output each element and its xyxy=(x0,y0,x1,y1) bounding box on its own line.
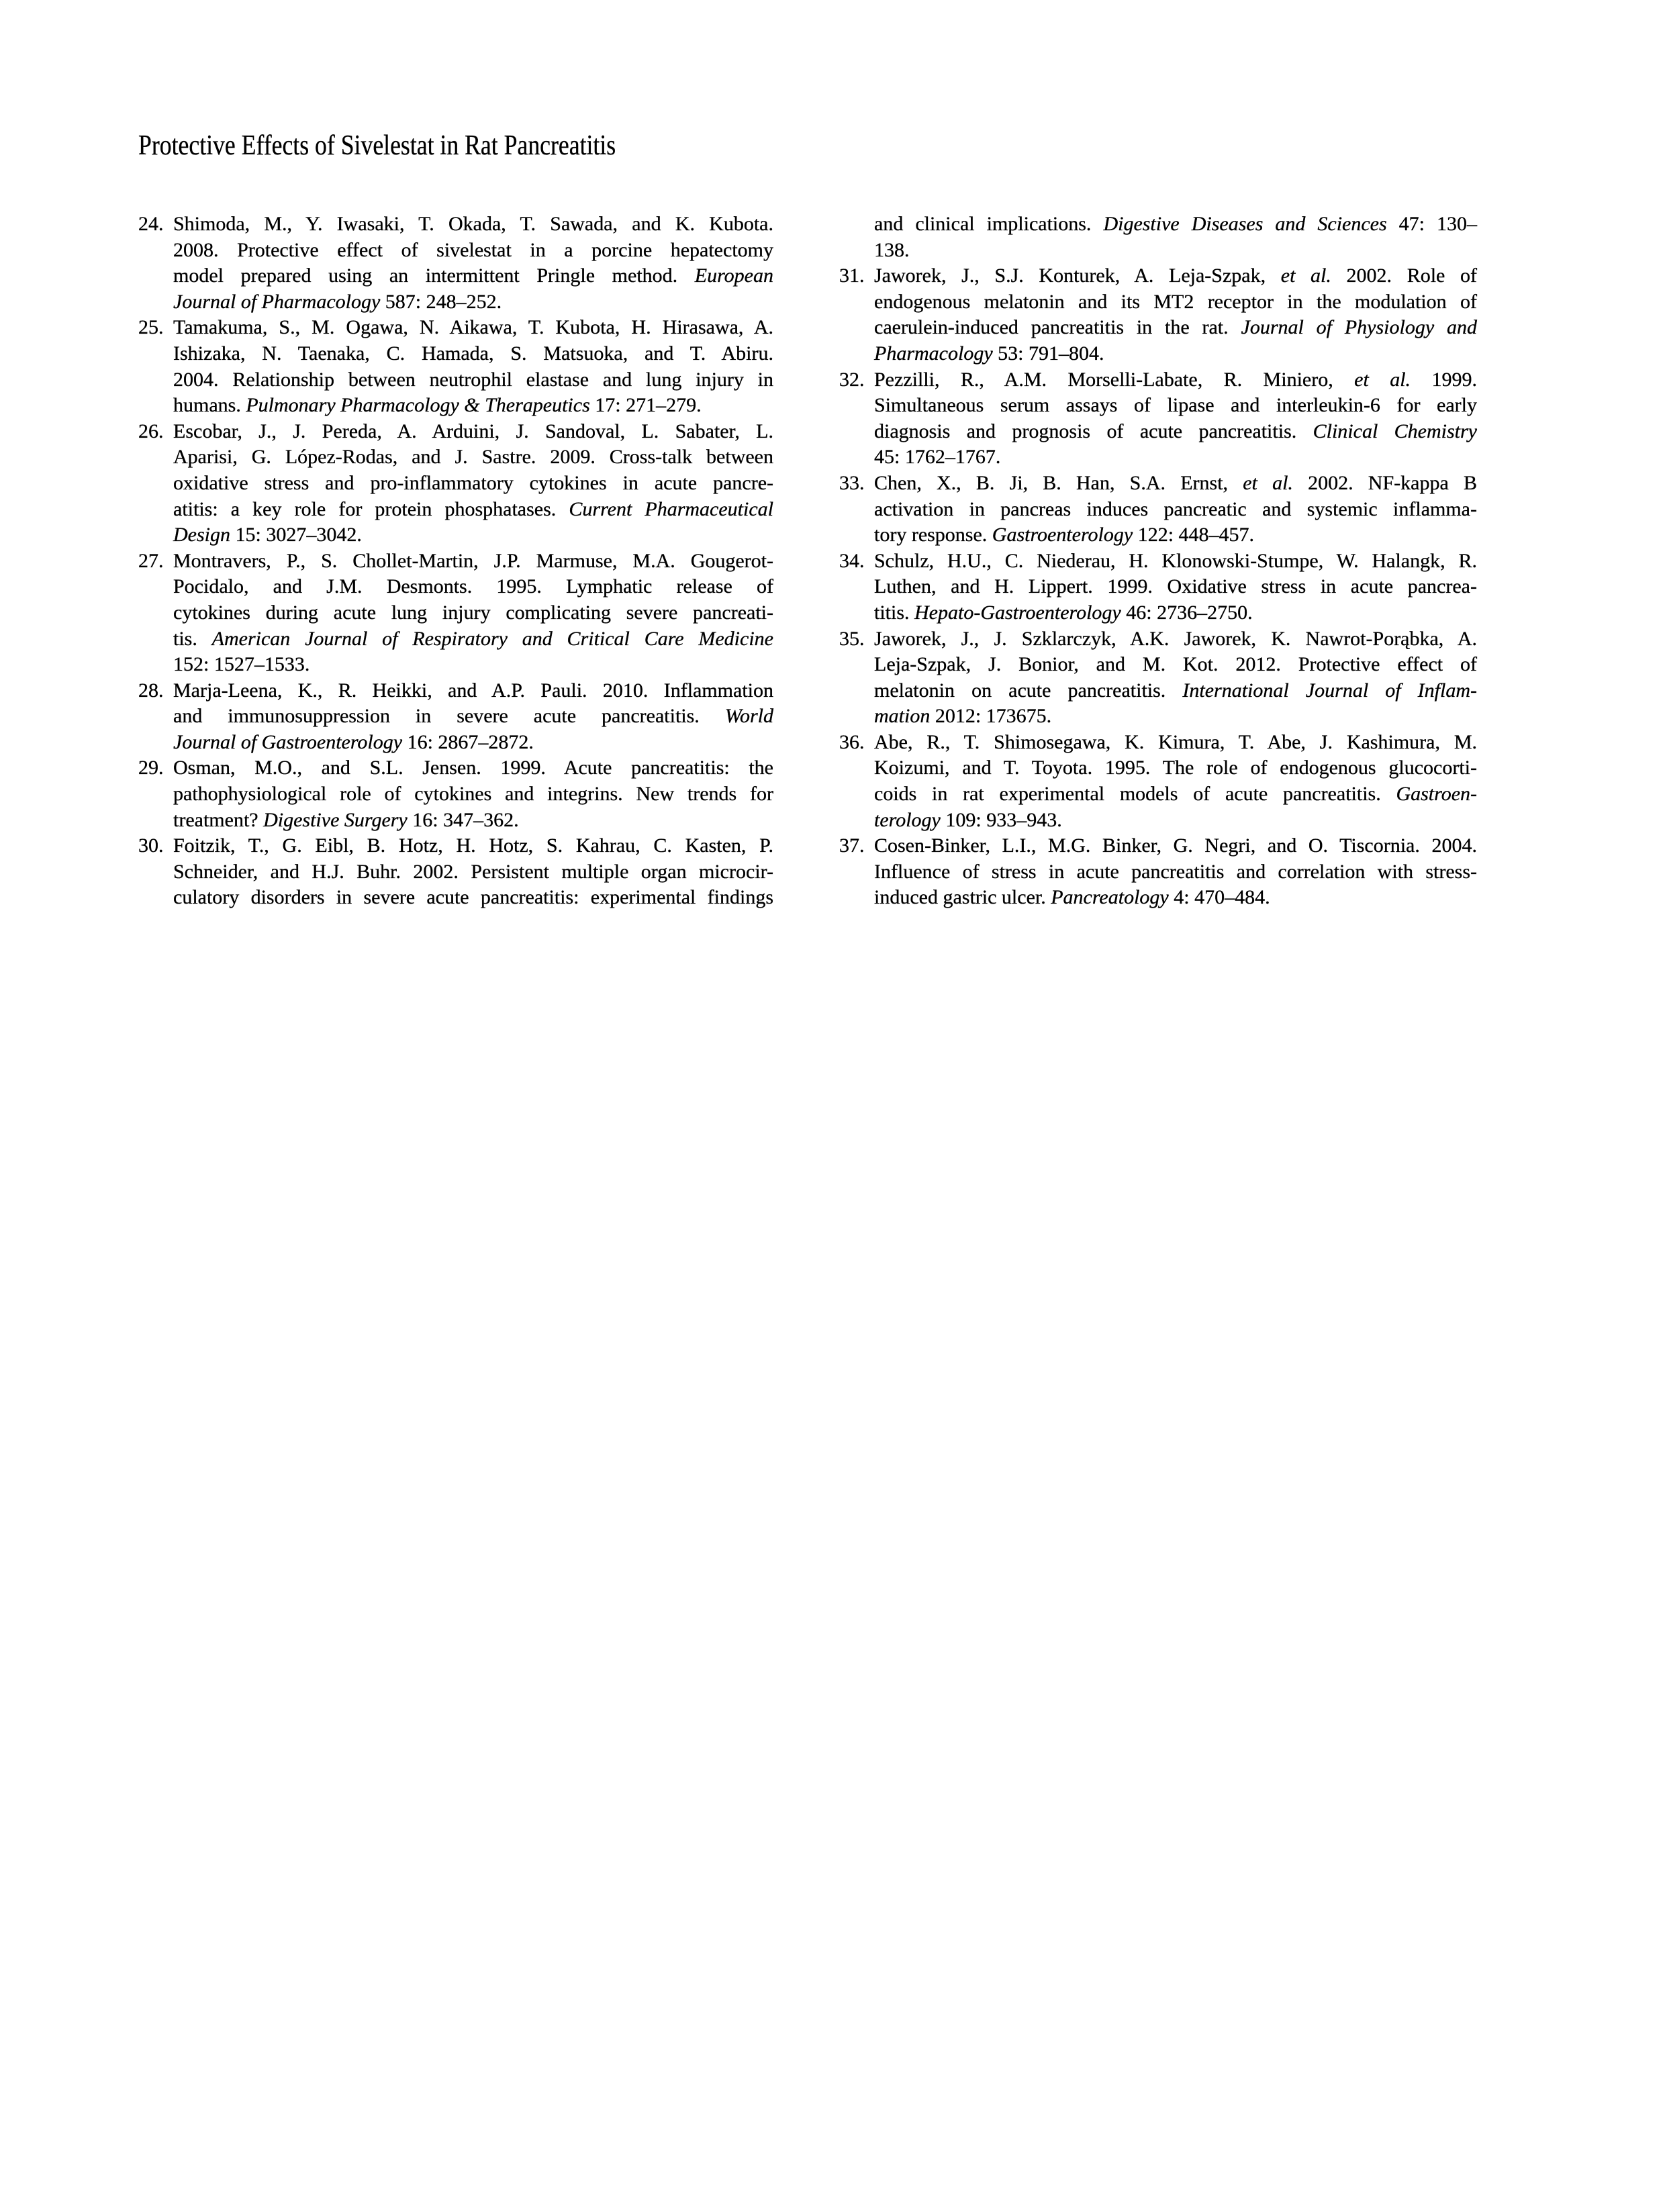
reference-text-italic: Pulmonary Pharmacology & Therapeutics xyxy=(246,394,590,417)
reference-number: 31. xyxy=(839,265,865,287)
reference-text: cytokines during acute lung injury complicating severe pancreati- xyxy=(173,601,773,624)
reference-text: 587: 248–252. xyxy=(380,290,502,313)
reference-line-content xyxy=(173,886,773,908)
reference-line-content xyxy=(874,316,1477,338)
reference-item xyxy=(138,833,773,911)
reference-line-content xyxy=(138,213,773,235)
reference-text: 2004. Relationship between neutrophil elastase and lung injury in xyxy=(173,368,773,391)
reference-text-italic: Pharmacology xyxy=(874,342,993,365)
reference-text: activation in pancreas induces pancreatic and systemic inflamma- xyxy=(874,497,1477,520)
reference-line-content xyxy=(839,834,1477,857)
reference-line xyxy=(874,341,1477,367)
reference-text: Influence of stress in acute pancreatitis and correlation with stress- xyxy=(874,860,1477,883)
reference-line-content xyxy=(874,446,1000,468)
reference-text-italic: World xyxy=(724,705,773,728)
reference-item xyxy=(839,548,1477,626)
reference-line xyxy=(173,859,773,885)
reference-text: Tamakuma, S., M. Ogawa, N. Aikawa, T. Kubota, H. Hirasawa, A. xyxy=(173,316,773,339)
reference-line xyxy=(874,859,1477,885)
reference-text-italic: mation xyxy=(874,705,931,728)
reference-line xyxy=(173,781,773,808)
reference-text: Schulz, H.U., C. Niederau, H. Klonowski-Stumpe, W. Halangk, R. xyxy=(874,549,1477,572)
reference-number: 26. xyxy=(138,420,164,442)
reference-line xyxy=(138,548,773,575)
reference-line-content xyxy=(173,705,773,727)
reference-line xyxy=(173,263,773,289)
reference-text-italic: et al. xyxy=(1354,368,1411,391)
reference-line-content xyxy=(173,653,310,675)
reference-text: Jaworek, J., J. Szklarczyk, A.K. Jaworek, K. Nawrot-Porąbka, A. xyxy=(874,627,1477,650)
reference-text: 2002. Role of xyxy=(1331,265,1477,287)
reference-text: oxidative stress and pro-inflammatory cytokines in acute pancre- xyxy=(173,471,773,494)
reference-line-content xyxy=(874,213,1477,235)
reference-text-italic: Digestive Surgery xyxy=(263,808,408,831)
reference-line-content xyxy=(874,575,1477,597)
reference-line xyxy=(874,419,1477,445)
reference-text: 16: 347–362. xyxy=(407,808,519,831)
reference-text: Leja-Szpak, J. Bonior, and M. Kot. 2012. Protective effect of xyxy=(874,653,1477,676)
reference-text: Abe, R., T. Shimosegawa, K. Kimura, T. Abe, J. Kashimura, M. xyxy=(874,730,1477,753)
reference-text: 15: 3027–3042. xyxy=(230,524,362,546)
reference-line-content xyxy=(173,731,534,753)
reference-line xyxy=(173,497,773,523)
reference-line xyxy=(874,885,1477,911)
reference-line xyxy=(173,885,773,911)
reference-line-content xyxy=(138,549,773,572)
reference-text: treatment? xyxy=(173,808,264,831)
reference-number: 28. xyxy=(138,679,164,702)
reference-text-italic: Journal of Gastroenterology xyxy=(173,730,403,753)
reference-text: tis. xyxy=(173,627,212,650)
reference-line-content xyxy=(173,239,773,261)
reference-line-content xyxy=(138,757,773,779)
reference-line-content xyxy=(874,602,1253,624)
reference-line xyxy=(839,730,1477,756)
reference-line xyxy=(874,704,1477,730)
reference-text: culatory disorders in severe acute pancreatitis: experimental findings xyxy=(173,886,773,909)
reference-text-italic: Pancreatology xyxy=(1051,886,1169,909)
reference-text: 16: 2867–2872. xyxy=(402,730,534,753)
reference-line xyxy=(173,522,773,548)
reference-number: 27. xyxy=(138,549,164,572)
reference-line-content xyxy=(839,549,1477,572)
reference-line-content xyxy=(138,834,773,857)
reference-line xyxy=(173,341,773,367)
reference-line xyxy=(839,471,1477,497)
reference-item xyxy=(839,263,1477,367)
reference-text: 17: 271–279. xyxy=(589,394,702,417)
reference-text: 138. xyxy=(874,238,910,261)
reference-text: tory response. xyxy=(874,524,992,546)
reference-text: Jaworek, J., S.J. Konturek, A. Leja-Szpak, xyxy=(874,265,1281,287)
reference-line-content xyxy=(874,653,1477,675)
reference-line xyxy=(839,263,1477,289)
reference-line-content xyxy=(874,809,1062,831)
reference-line xyxy=(874,289,1477,316)
reference-text: Ishizaka, N. Taenaka, C. Hamada, S. Matsuoka, and T. Abiru. xyxy=(173,342,773,365)
reference-line xyxy=(138,211,773,238)
reference-text-italic: Gastroenterology xyxy=(992,524,1133,546)
reference-line-content xyxy=(173,446,773,468)
reference-line-content xyxy=(173,265,773,287)
reference-line xyxy=(839,367,1477,393)
reference-item xyxy=(839,211,1477,263)
reference-text: Schneider, and H.J. Buhr. 2002. Persistent multiple organ microcir- xyxy=(173,860,773,883)
reference-line xyxy=(839,626,1477,653)
reference-text-italic: Hepato-Gastroenterology xyxy=(914,601,1121,624)
reference-line xyxy=(173,704,773,730)
reference-line-content xyxy=(839,730,1477,753)
reference-item xyxy=(138,678,773,756)
reference-item xyxy=(839,730,1477,833)
reference-text: 152: 1527–1533. xyxy=(173,653,310,676)
reference-number: 24. xyxy=(138,213,164,235)
reference-item xyxy=(138,211,773,315)
reference-line xyxy=(874,600,1477,626)
reference-line xyxy=(138,833,773,859)
reference-text-italic: Journal of Pharmacology xyxy=(173,290,381,313)
reference-line-content xyxy=(173,602,773,624)
reference-text: 1999. xyxy=(1411,368,1477,391)
reference-line xyxy=(874,678,1477,704)
reference-line-content xyxy=(173,861,773,883)
reference-text: Montravers, P., S. Chollet-Martin, J.P. Marmuse, M.A. Gougerot- xyxy=(173,549,773,572)
reference-item xyxy=(839,367,1477,471)
reference-line-content xyxy=(173,472,773,494)
reference-line xyxy=(874,808,1477,834)
reference-line-content xyxy=(138,679,773,702)
reference-text: Simultaneous serum assays of lipase and interleukin-6 for early xyxy=(874,394,1477,417)
reference-line-content xyxy=(874,420,1477,442)
reference-text: titis. xyxy=(874,601,915,624)
reference-item xyxy=(138,419,773,548)
reference-item xyxy=(839,626,1477,730)
reference-number: 30. xyxy=(138,834,164,857)
reference-line xyxy=(874,444,1477,471)
reference-text: Foitzik, T., G. Eibl, B. Hotz, H. Hotz, S. Kahrau, C. Kasten, P. xyxy=(173,834,773,857)
reference-line-content xyxy=(173,291,502,313)
reference-line-content xyxy=(173,369,773,391)
reference-line xyxy=(138,419,773,445)
reference-text-italic: Clinical Chemistry xyxy=(1313,420,1477,442)
reference-line xyxy=(138,755,773,781)
reference-line xyxy=(173,289,773,316)
reference-text: coids in rat experimental models of acute pancreatitis. xyxy=(874,783,1396,806)
reference-line-content xyxy=(874,239,910,261)
reference-line xyxy=(173,600,773,626)
reference-text: humans. xyxy=(173,394,246,417)
reference-line xyxy=(874,652,1477,678)
reference-line-content xyxy=(173,342,773,365)
reference-text: pathophysiological role of cytokines and integrins. New trends for xyxy=(173,783,773,806)
reference-text-italic: Current Pharmaceutical xyxy=(569,497,774,520)
reference-line-content xyxy=(173,394,702,416)
reference-item xyxy=(839,833,1477,911)
reference-line xyxy=(874,497,1477,523)
reference-number: 35. xyxy=(839,627,865,650)
reference-text: 2002. NF-kappa B xyxy=(1292,471,1477,494)
reference-text: Luthen, and H. Lippert. 1999. Oxidative stress in acute pancrea- xyxy=(874,575,1477,598)
reference-text: caerulein-induced pancreatitis in the rat. xyxy=(874,316,1241,339)
reference-line-content xyxy=(173,628,773,650)
reference-line-content xyxy=(839,265,1477,287)
reference-text-italic: International Journal of Inflam- xyxy=(1182,679,1477,702)
reference-text: Escobar, J., J. Pereda, A. Arduini, J. Sandoval, L. Sabater, L. xyxy=(173,420,773,442)
reference-line-content xyxy=(874,291,1477,313)
reference-text-italic: Design xyxy=(173,524,230,546)
reference-line xyxy=(138,315,773,341)
reference-text-italic: et al. xyxy=(1280,265,1331,287)
reference-line xyxy=(173,652,773,678)
reference-line-content xyxy=(138,420,773,442)
reference-line xyxy=(173,471,773,497)
reference-text: 122: 448–457. xyxy=(1133,524,1255,546)
reference-text-italic: Journal of Physiology and xyxy=(1241,316,1477,339)
reference-line-content xyxy=(839,627,1477,650)
reference-line xyxy=(874,393,1477,419)
reference-text: Marja-Leena, K., R. Heikki, and A.P. Pauli. 2010. Inflammation xyxy=(173,679,773,702)
reference-text: induced gastric ulcer. xyxy=(874,886,1051,909)
reference-text-italic: Gastroen- xyxy=(1396,783,1477,806)
reference-text: 45: 1762–1767. xyxy=(874,446,1001,469)
reference-text: 2008. Protective effect of sivelestat in a porcine hepatectomy xyxy=(173,238,773,261)
references-column-left xyxy=(138,211,773,911)
reference-line xyxy=(173,444,773,471)
reference-text-italic: Digestive Diseases and Sciences xyxy=(1103,213,1387,235)
reference-line-content xyxy=(839,471,1477,494)
reference-line xyxy=(173,808,773,834)
reference-text: Pezzilli, R., A.M. Morselli-Labate, R. Miniero, xyxy=(874,368,1355,391)
reference-number: 29. xyxy=(138,757,164,779)
reference-item xyxy=(138,755,773,833)
reference-text: model prepared using an intermittent Pringle method. xyxy=(173,265,695,287)
reference-text-italic: European xyxy=(694,265,773,287)
running-head-title: Protective Effects of Sivelestat in Rat Pancreatitis xyxy=(138,130,616,161)
reference-line-content xyxy=(874,342,1104,365)
reference-text: 4: 470–484. xyxy=(1168,886,1270,909)
reference-line xyxy=(874,522,1477,548)
reference-number: 33. xyxy=(839,471,865,494)
reference-line-content xyxy=(874,783,1477,805)
reference-line xyxy=(173,367,773,393)
reference-line xyxy=(874,238,1477,264)
reference-item xyxy=(839,471,1477,548)
references-column-right xyxy=(839,211,1477,911)
reference-item xyxy=(138,315,773,418)
reference-text: Osman, M.O., and S.L. Jensen. 1999. Acute pancreatitis: the xyxy=(173,757,773,779)
reference-text-italic: American Journal of Respiratory and Critical Care Medicine xyxy=(211,627,773,650)
reference-line xyxy=(839,833,1477,859)
reference-line-content xyxy=(173,809,519,831)
reference-text: Chen, X., B. Ji, B. Han, S.A. Ernst, xyxy=(874,471,1243,494)
reference-line xyxy=(874,574,1477,600)
reference-text-italic: et al. xyxy=(1243,471,1293,494)
reference-text: Shimoda, M., Y. Iwasaki, T. Okada, T. Sawada, and K. Kubota. xyxy=(173,213,773,235)
reference-text: diagnosis and prognosis of acute pancreatitis. xyxy=(874,420,1313,442)
reference-line-content xyxy=(874,679,1477,702)
reference-text: Cosen-Binker, L.I., M.G. Binker, G. Negri, and O. Tiscornia. 2004. xyxy=(874,834,1477,857)
reference-line-content xyxy=(874,886,1270,908)
reference-text: endogenous melatonin and its MT2 receptor in the modulation of xyxy=(874,290,1477,313)
reference-text: 47: 130– xyxy=(1386,213,1478,235)
reference-line xyxy=(874,755,1477,781)
reference-line-content xyxy=(839,368,1477,391)
reference-line-content xyxy=(874,498,1477,520)
reference-line xyxy=(173,626,773,653)
reference-line xyxy=(874,211,1477,238)
reference-line xyxy=(173,574,773,600)
reference-line xyxy=(874,781,1477,808)
reference-text: 109: 933–943. xyxy=(940,808,1062,831)
reference-text: and clinical implications. xyxy=(874,213,1104,235)
reference-line xyxy=(173,238,773,264)
reference-text: 46: 2736–2750. xyxy=(1121,601,1253,624)
reference-line xyxy=(839,548,1477,575)
reference-line-content xyxy=(874,757,1477,779)
reference-line-content xyxy=(173,498,773,520)
reference-number: 32. xyxy=(839,368,865,391)
reference-number: 36. xyxy=(839,730,865,753)
reference-text: atitis: a key role for protein phosphatases. xyxy=(173,497,569,520)
reference-line xyxy=(173,730,773,756)
reference-line-content xyxy=(173,524,362,546)
reference-text: Aparisi, G. López-Rodas, and J. Sastre. 2009. Cross-talk between xyxy=(173,446,773,469)
reference-line-content xyxy=(874,394,1477,416)
reference-text: 53: 791–804. xyxy=(992,342,1104,365)
reference-text-italic: terology xyxy=(874,808,941,831)
reference-line xyxy=(173,393,773,419)
reference-line-content xyxy=(874,524,1254,546)
reference-line xyxy=(874,315,1477,341)
reference-text: Koizumi, and T. Toyota. 1995. The role of endogenous glucocorti- xyxy=(874,757,1477,779)
reference-line-content xyxy=(173,575,773,597)
reference-text: 2012: 173675. xyxy=(930,705,1052,728)
reference-line-content xyxy=(874,705,1051,727)
reference-text: Pocidalo, and J.M. Desmonts. 1995. Lymphatic release of xyxy=(173,575,773,598)
reference-line-content xyxy=(874,861,1477,883)
reference-text: melatonin on acute pancreatitis. xyxy=(874,679,1183,702)
reference-text: and immunosuppression in severe acute pancreatitis. xyxy=(173,705,725,728)
reference-line-content xyxy=(173,783,773,805)
reference-line xyxy=(138,678,773,704)
reference-item xyxy=(138,548,773,678)
reference-number: 34. xyxy=(839,549,865,572)
reference-number: 37. xyxy=(839,834,865,857)
reference-number: 25. xyxy=(138,316,164,339)
reference-line-content xyxy=(138,316,773,339)
